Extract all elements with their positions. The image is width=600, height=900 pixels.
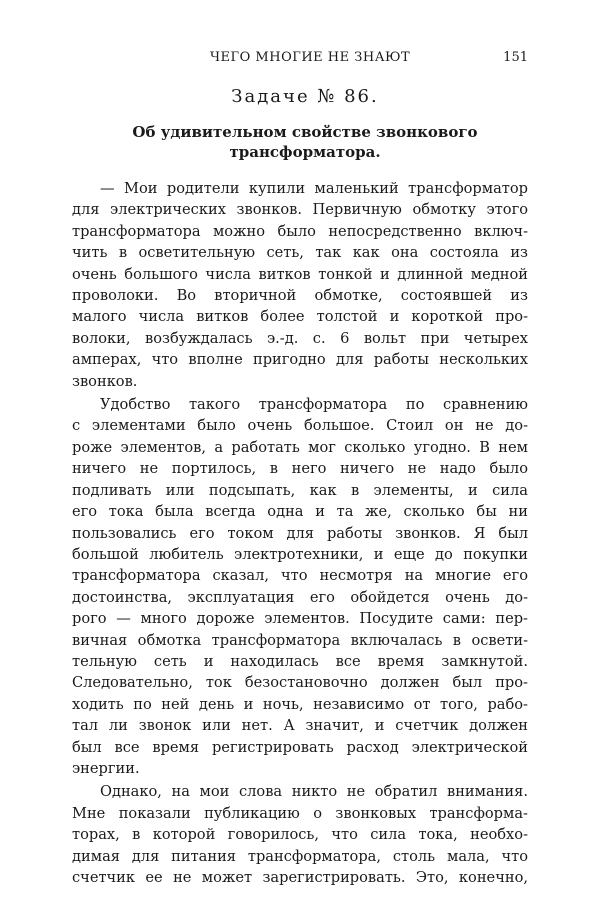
text-line: большой любитель электротехники, и еще до покупки [72, 545, 528, 563]
text-line: ничего не портилось, в него ничего не надо было [72, 460, 528, 478]
text-line: с элементами было очень большое. Стоил он не до- [72, 417, 528, 435]
text-line: очень большого числа витков тонкой и длинной медной [72, 265, 528, 283]
text-line: — Мои родители купили маленький трансформатор [100, 180, 528, 197]
text-line: достоинства, эксплуатация его обойдется очень до- [72, 588, 528, 606]
text-line: ходить по ней день и ночь, независимо от того, рабо- [72, 695, 528, 713]
text-line: Следовательно, ток безостановочно должен был про- [72, 674, 528, 692]
text-line: пользовались его током для работы звонков. Я был [72, 524, 528, 542]
text-line: Удобство такого трансформатора по сравнению [100, 396, 528, 414]
paragraph-1 [72, 178, 528, 392]
text-line: торах, в которой говорилось, что сила тока, необхо- [72, 826, 528, 844]
text-line: был все время регистрировать расход электрической [72, 738, 528, 756]
section-heading-line-1: Об удивительном свойстве звонкового [132, 123, 478, 141]
text-line: для электрических звонков. Первичную обмотку этого [72, 201, 528, 219]
paragraph-3 [72, 781, 528, 888]
text-line: амперах, что вполне пригодно для работы нескольких [72, 351, 528, 369]
text-line: его тока была всегда одна и та же, сколько бы ни [72, 503, 528, 521]
text-line: Мне показали публикацию о звонковых трансформа- [72, 804, 528, 822]
text-line: волоки, возбуждалась э.-д. с. 6 вольт при четырех [72, 329, 528, 347]
text-line: вичная обмотка трансформатора включалась в освети- [72, 631, 528, 649]
text-line: счетчик ее не может зарегистрировать. Это, конечно, [72, 869, 528, 886]
text-line: проволоки. Во вторичной обмотке, состоявшей из [72, 287, 528, 305]
text-line: тельную сеть и находилась все время замкнутой. [72, 652, 528, 670]
text-line: тал ли звонок или нет. А значит, и счетчик должен [72, 717, 528, 735]
section-heading-line-2: трансформатора. [229, 143, 381, 161]
paragraph-2 [72, 394, 528, 779]
text-line: димая для питания трансформатора, столь мала, что [72, 847, 528, 865]
text-line: Однако, на мои слова никто не обратил внимания. [100, 783, 528, 801]
text-line: малого числа витков более толстой и короткой про- [72, 308, 528, 326]
text-line: звонков. [72, 372, 138, 390]
text-line: трансформатора сказал, что несмотря на многие его [72, 567, 528, 585]
body-text [72, 178, 528, 890]
section-heading [0, 122, 600, 162]
text-line: подливать или подсыпать, как в элементы, и сила [72, 481, 528, 499]
text-line: рого — много дороже элементов. Посудите сами: пер- [72, 610, 528, 628]
problem-number-title: Задаче № 86. [231, 86, 379, 107]
text-line: чить в осветительную сеть, так как она состояла из [72, 244, 528, 262]
running-header-title: ЧЕГО МНОГИЕ НЕ ЗНАЮТ [210, 50, 411, 65]
page-number: 151 [503, 50, 528, 65]
text-line: роже элементов, а работать мог сколько угодно. В нем [72, 438, 528, 456]
text-line: энергии. [72, 759, 140, 777]
text-line: трансформатора можно было непосредственно включ- [72, 222, 528, 240]
